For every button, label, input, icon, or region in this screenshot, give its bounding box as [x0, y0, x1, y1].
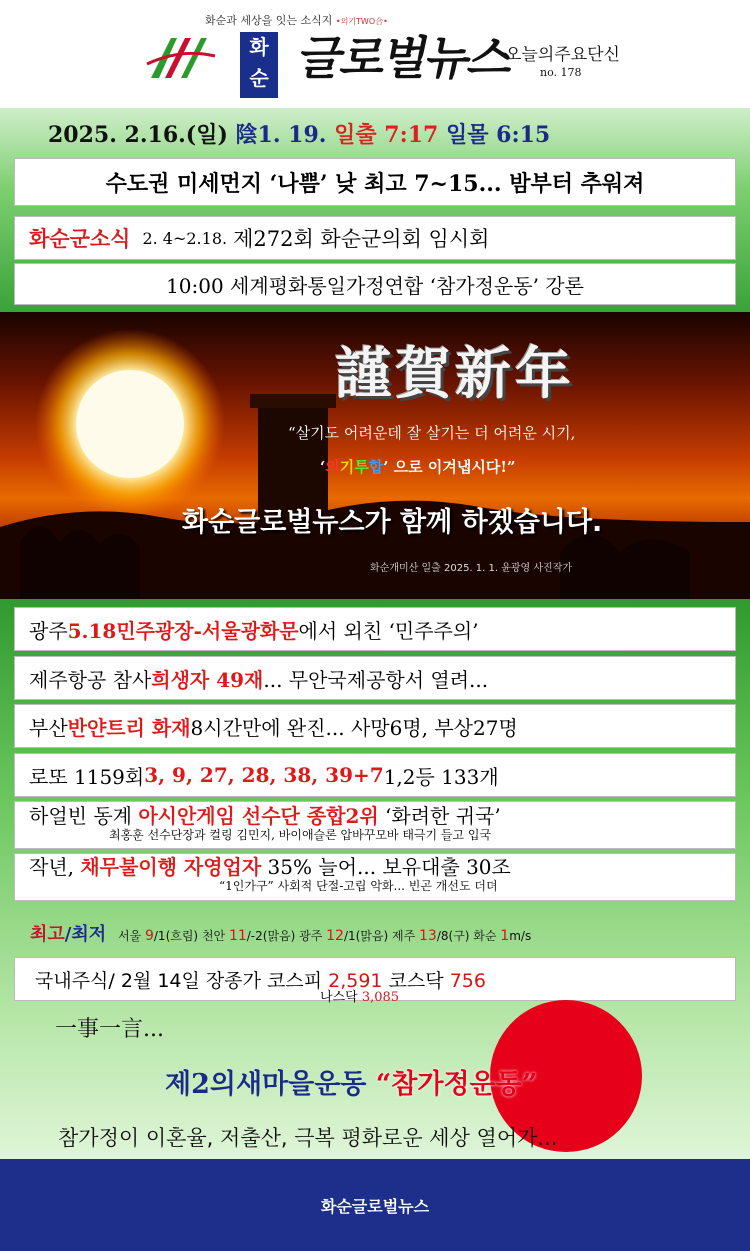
quote-char-2: 기 — [339, 458, 355, 476]
lunar-date: 陰1. 19. — [235, 122, 327, 148]
news-text: ‘화려한 귀국’ — [378, 804, 501, 828]
city-name: 천안 — [201, 929, 229, 943]
news-subline: 최홍훈 선수단장과 컬링 김민지, 바이애슬론 압바꾸모바 태극기 들고 입국 — [109, 828, 492, 842]
news-main-line — [29, 804, 735, 828]
masthead — [0, 0, 750, 108]
city-max: 13 — [419, 928, 437, 944]
news-text: 35% 늘어... 보유대출 30조 — [261, 855, 511, 879]
date-row — [48, 118, 550, 149]
tagline-sub: •의기TWO合• — [335, 17, 388, 26]
city-name: 광주 — [299, 929, 327, 943]
tagline-text: 화순과 세상을 잇는 소식지 — [205, 14, 333, 27]
logo-box-bottom: 순 — [249, 66, 269, 90]
nasdaq-label: 나스닥 — [320, 990, 362, 1005]
event-text: 10:00 세계평화통일가정연합 ‘참가정운동’ 강론 — [166, 273, 584, 298]
label-separator: / — [64, 924, 72, 945]
min-label: 최저 — [71, 924, 107, 945]
weather-headline — [14, 158, 736, 206]
news-text: ... 무안국제공항서 열려... — [263, 667, 489, 692]
news-highlight: 반얀트리 화재 — [67, 715, 191, 740]
county-date: 2. 4~2.18. — [142, 228, 228, 248]
event-box — [14, 263, 736, 305]
city-name: 서울 — [117, 929, 145, 943]
city-max: 12 — [326, 928, 344, 944]
news-text: 하얼빈 동계 — [29, 804, 139, 828]
city-name: 제주 — [392, 929, 420, 943]
logo-box-top: 화 — [249, 35, 269, 59]
news-text: 작년, — [29, 855, 81, 879]
wind-unit: m/s — [509, 929, 532, 943]
news-item — [14, 801, 736, 849]
city-detail: /-2(맑음) — [246, 929, 300, 943]
news-main-line — [29, 855, 735, 879]
stock-line — [35, 966, 486, 993]
quote-char-3: 투 — [354, 458, 369, 476]
max-label: 최고 — [30, 924, 65, 945]
city-detail: /8(구) — [436, 929, 474, 943]
sunrise-time: 일출 7:17 — [334, 122, 439, 148]
news-highlight: 채무불이행 자영업자 — [80, 855, 262, 879]
footer-brand: 화순글로벌뉴스 — [320, 1196, 430, 1216]
news-item — [14, 656, 736, 700]
campaign-title — [165, 1062, 537, 1101]
city-detail: /1(맑음) — [343, 929, 393, 943]
sunset-time: 일몰 6:15 — [446, 122, 551, 148]
news-highlight: 아시안게임 선수단 종합2위 — [138, 804, 379, 828]
logo-script: 글로벌뉴스 — [293, 31, 518, 85]
kosdaq-label: 코스닥 — [382, 970, 450, 992]
nasdaq-line — [320, 986, 399, 1005]
county-label: 화순군소식 — [29, 227, 131, 251]
edition-title: 오늘의주요단신 — [505, 45, 620, 65]
news-item — [14, 704, 736, 748]
quote-char-1: 의 — [325, 458, 340, 476]
news-text: 부산 — [29, 715, 68, 740]
city-name: 화순 — [473, 929, 501, 943]
temperature-label — [30, 924, 106, 945]
news-subline: “1인가구” 사회적 단절-고립 악화... 빈곤 개선도 더뎌 — [219, 879, 498, 893]
news-text: 8시간만에 완진... 사망6명, 부상27명 — [190, 715, 518, 740]
news-item — [14, 753, 736, 797]
weather-text: 수도권 미세먼지 ‘나쁨’ 낮 최고 7~15... 밤부터 추워져 — [105, 170, 645, 197]
new-year-greeting: 謹賀新年 — [335, 341, 575, 407]
news-text: 광주 — [29, 618, 68, 643]
sun — [76, 370, 184, 478]
campaign-prefix: 제2의새마을운동 — [165, 1069, 376, 1100]
wind-speed: 1 — [500, 928, 510, 944]
news-highlight: 3, 9, 27, 28, 38, 39+7 — [144, 763, 384, 787]
hs-logo-icon — [145, 34, 217, 84]
news-highlight: 희생자 49재 — [151, 667, 264, 692]
campaign-subtitle: 참가정이 이혼율, 저출산, 극복 평화로운 세상 열어가... — [58, 1126, 558, 1150]
kospi-value: 2,591 — [328, 970, 383, 992]
quote-open: ‘ — [320, 458, 326, 476]
stock-label: 국내주식/ 2월 14일 장종가 코스피 — [35, 970, 329, 992]
county-text: 제272회 화순군의회 임시회 — [233, 227, 490, 251]
quote-line-2 — [320, 456, 516, 477]
news-text: 1,2등 133개 — [383, 764, 499, 789]
quote-line-1: “살기도 어려운데 잘 살기는 더 어려운 시기, — [288, 424, 576, 442]
solar-date: 2025. 2.16.(일) — [48, 122, 228, 148]
news-text: 제주항공 참사 — [29, 667, 152, 692]
city-detail: /1(흐림) — [153, 929, 202, 943]
hwasun-logo-box — [240, 32, 278, 98]
news-item — [14, 853, 736, 901]
photo-credit: 화순개미산 일출 2025. 1. 1. 윤광영 사진작가 — [370, 563, 573, 574]
news-text: 로또 1159회 — [29, 764, 145, 789]
news-highlight: 5.18민주광장-서울광화문 — [67, 618, 299, 643]
edition-number: no. 178 — [540, 66, 582, 79]
footer — [0, 1159, 750, 1251]
city-max: 11 — [228, 928, 247, 944]
county-news-box — [14, 216, 736, 260]
news-text: 에서 외친 ‘민주주의’ — [298, 618, 479, 643]
city-max: 9 — [144, 928, 154, 944]
temperature-row — [30, 920, 531, 946]
saying-label: 一事一言... — [55, 1017, 164, 1042]
news-item — [14, 607, 736, 651]
nasdaq-value: 3,085 — [361, 990, 400, 1005]
stock-box — [14, 957, 736, 1005]
quote-char-4: 합 — [368, 458, 384, 476]
quote-close: ’ 으로 이겨냅시다!” — [383, 458, 516, 476]
kosdaq-value: 756 — [449, 970, 486, 992]
photo-headline: 화순글로벌뉴스가 함께 하겠습니다. — [182, 507, 603, 538]
campaign-highlight: “참가정운동” — [375, 1069, 538, 1100]
